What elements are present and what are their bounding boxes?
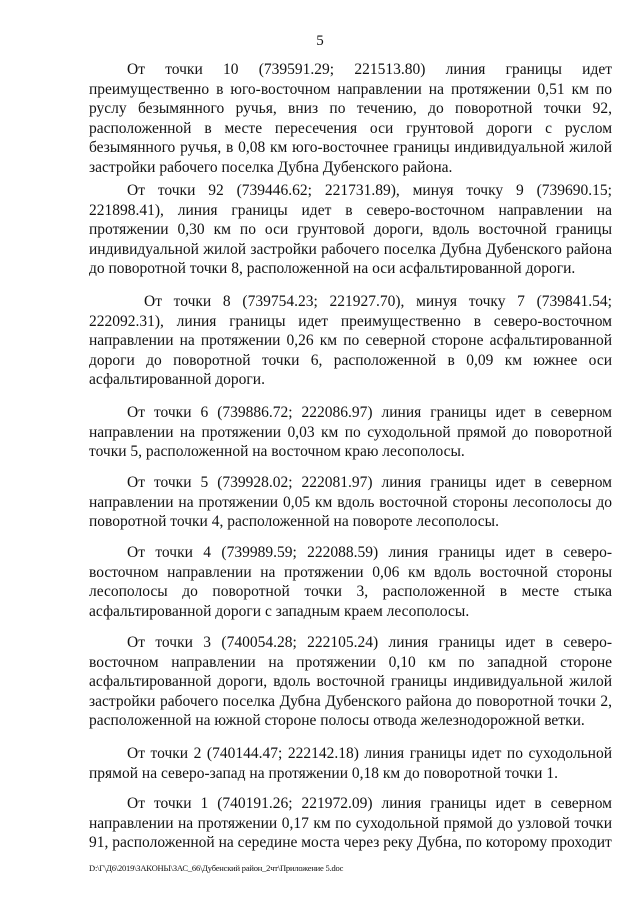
paragraph-point-1: От точки 1 (740191.26; 221972.09) линия границы идет в северном направлении на протяжении 0,17 км по суходольной прямой до узловой точки 91, расположенной на середине моста через реку Дубна, по которому проходит xyxy=(89,795,612,851)
paragraph-point-2: От точки 2 (740144.47; 222142.18) линия границы идет по суходольной прямой на северо-запад на протяжении 0,18 км до поворотной точки 1. xyxy=(89,745,612,782)
paragraph-point-92: От точки 92 (739446.62; 221731.89), минуя точку 9 (739690.15; 221898.41), линия границы идет в северо-восточном направлении на протяжении 0,30 км по оси грунтовой дороги, вдоль восточной границы индивидуальной жилой застройки рабочего поселка Дубна Дубенского района до поворотной точки 8, расположенной на оси асфальтированной дороги. xyxy=(89,182,612,277)
paragraph-point-3: От точки 3 (740054.28; 222105.24) линия границы идет в северо-восточном направлении на протяжении 0,10 км по западной стороне асфальтированной дороги, вдоль восточной границы индивидуальной жилой застройки рабочего поселка Дубна Дубенского района до поворотной точки 2, расположенной на южной стороне полосы отвода железнодорожной ветки. xyxy=(89,634,612,729)
paragraph-point-10: От точки 10 (739591.29; 221513.80) линия границы идет преимущественно в юго-восточном направлении на протяжении 0,51 км по руслу безымянного ручья, вниз по течению, до поворотной точки 92, расположенной в месте пересечения оси грунтовой дороги с руслом безымянного ручья, в 0,08 км юго-восточнее границы индивидуальной жилой застройки рабочего поселка Дубна Дубенского района. xyxy=(89,61,612,176)
paragraph-point-5: От точки 5 (739928.02; 222081.97) линия границы идет в северном направлении на протяжении 0,05 км вдоль восточной стороны лесополосы до поворотной точки 4, расположенной на повороте лесополосы. xyxy=(89,474,612,530)
paragraph-point-6: От точки 6 (739886.72; 222086.97) линия границы идет в северном направлении на протяжении 0,03 км по суходольной прямой до поворотной точки 5, расположенной на восточном краю лесополосы. xyxy=(89,404,612,460)
paragraph-point-8: От точки 8 (739754.23; 221927.70), минуя точку 7 (739841.54; 222092.31), линия границы идет преимущественно в северо-восточном направлении на протяжении 0,26 км по северной стороне асфальтированной дороги до поворотной точки 6, расположенной в 0,09 км южнее оси асфальтированной дороги. xyxy=(89,293,612,388)
paragraph-point-4: От точки 4 (739989.59; 222088.59) линия границы идет в северо-восточном направлении на протяжении 0,06 км вдоль восточной стороны лесополосы до поворотной точки 3, расположенной в месте стыка асфальтированной дороги с западным краем лесополосы. xyxy=(89,544,612,620)
document-file-path: D:\Г\Д6\2019\ЗАКОНЫ\ЗАС_66\Дубенский район_2чт\Приложение 5.doc xyxy=(89,863,344,873)
page-number: 5 xyxy=(316,33,324,49)
